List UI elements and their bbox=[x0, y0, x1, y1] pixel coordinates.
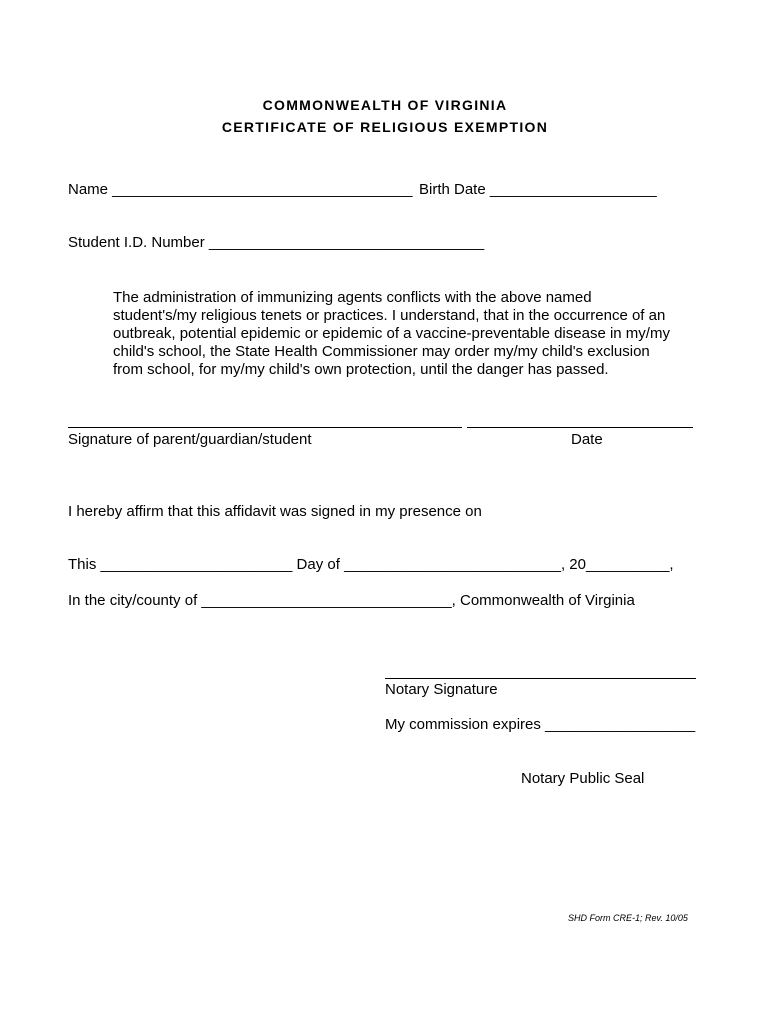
statement-line: outbreak, potential epidemic or epidemic of a vaccine-preventable disease in my/my bbox=[113, 325, 670, 342]
exemption-statement bbox=[113, 289, 693, 379]
affirmation-location-line[interactable]: In the city/county of ______________________________, Commonwealth of Virginia bbox=[68, 592, 635, 609]
notary-signature-label: Notary Signature bbox=[385, 681, 498, 698]
signature-label: Signature of parent/guardian/student bbox=[68, 431, 312, 448]
signature-line[interactable] bbox=[68, 427, 462, 428]
statement-line: child's school, the State Health Commissioner may order my/my child's exclusion bbox=[113, 343, 650, 360]
form-identifier: SHD Form CRE-1; Rev. 10/05 bbox=[568, 913, 688, 923]
title-certificate: CERTIFICATE OF RELIGIOUS EXEMPTION bbox=[221, 119, 549, 135]
signature-date-label: Date bbox=[571, 431, 603, 448]
notary-seal-label: Notary Public Seal bbox=[521, 770, 645, 787]
notary-signature-line[interactable] bbox=[385, 678, 696, 679]
signature-date-line[interactable] bbox=[467, 427, 693, 428]
student-id-field[interactable]: Student I.D. Number _________________________________ bbox=[68, 234, 485, 251]
name-field[interactable]: Name ____________________________________ bbox=[68, 181, 413, 198]
birth-date-field[interactable]: Birth Date ____________________ bbox=[419, 181, 657, 198]
affirmation-day-line[interactable]: This _______________________ Day of __________________________, 20__________, bbox=[68, 556, 674, 573]
statement-line: from school, for my/my child's own protection, until the danger has passed. bbox=[113, 361, 609, 378]
title-commonwealth: COMMONWEALTH OF VIRGINIA bbox=[262, 97, 508, 113]
statement-line: The administration of immunizing agents conflicts with the above named bbox=[113, 289, 592, 306]
statement-line: student's/my religious tenets or practices. I understand, that in the occurrence of an bbox=[113, 307, 666, 324]
notary-commission-field[interactable]: My commission expires __________________ bbox=[385, 716, 696, 733]
affirmation-intro: I hereby affirm that this affidavit was signed in my presence on bbox=[68, 503, 482, 520]
